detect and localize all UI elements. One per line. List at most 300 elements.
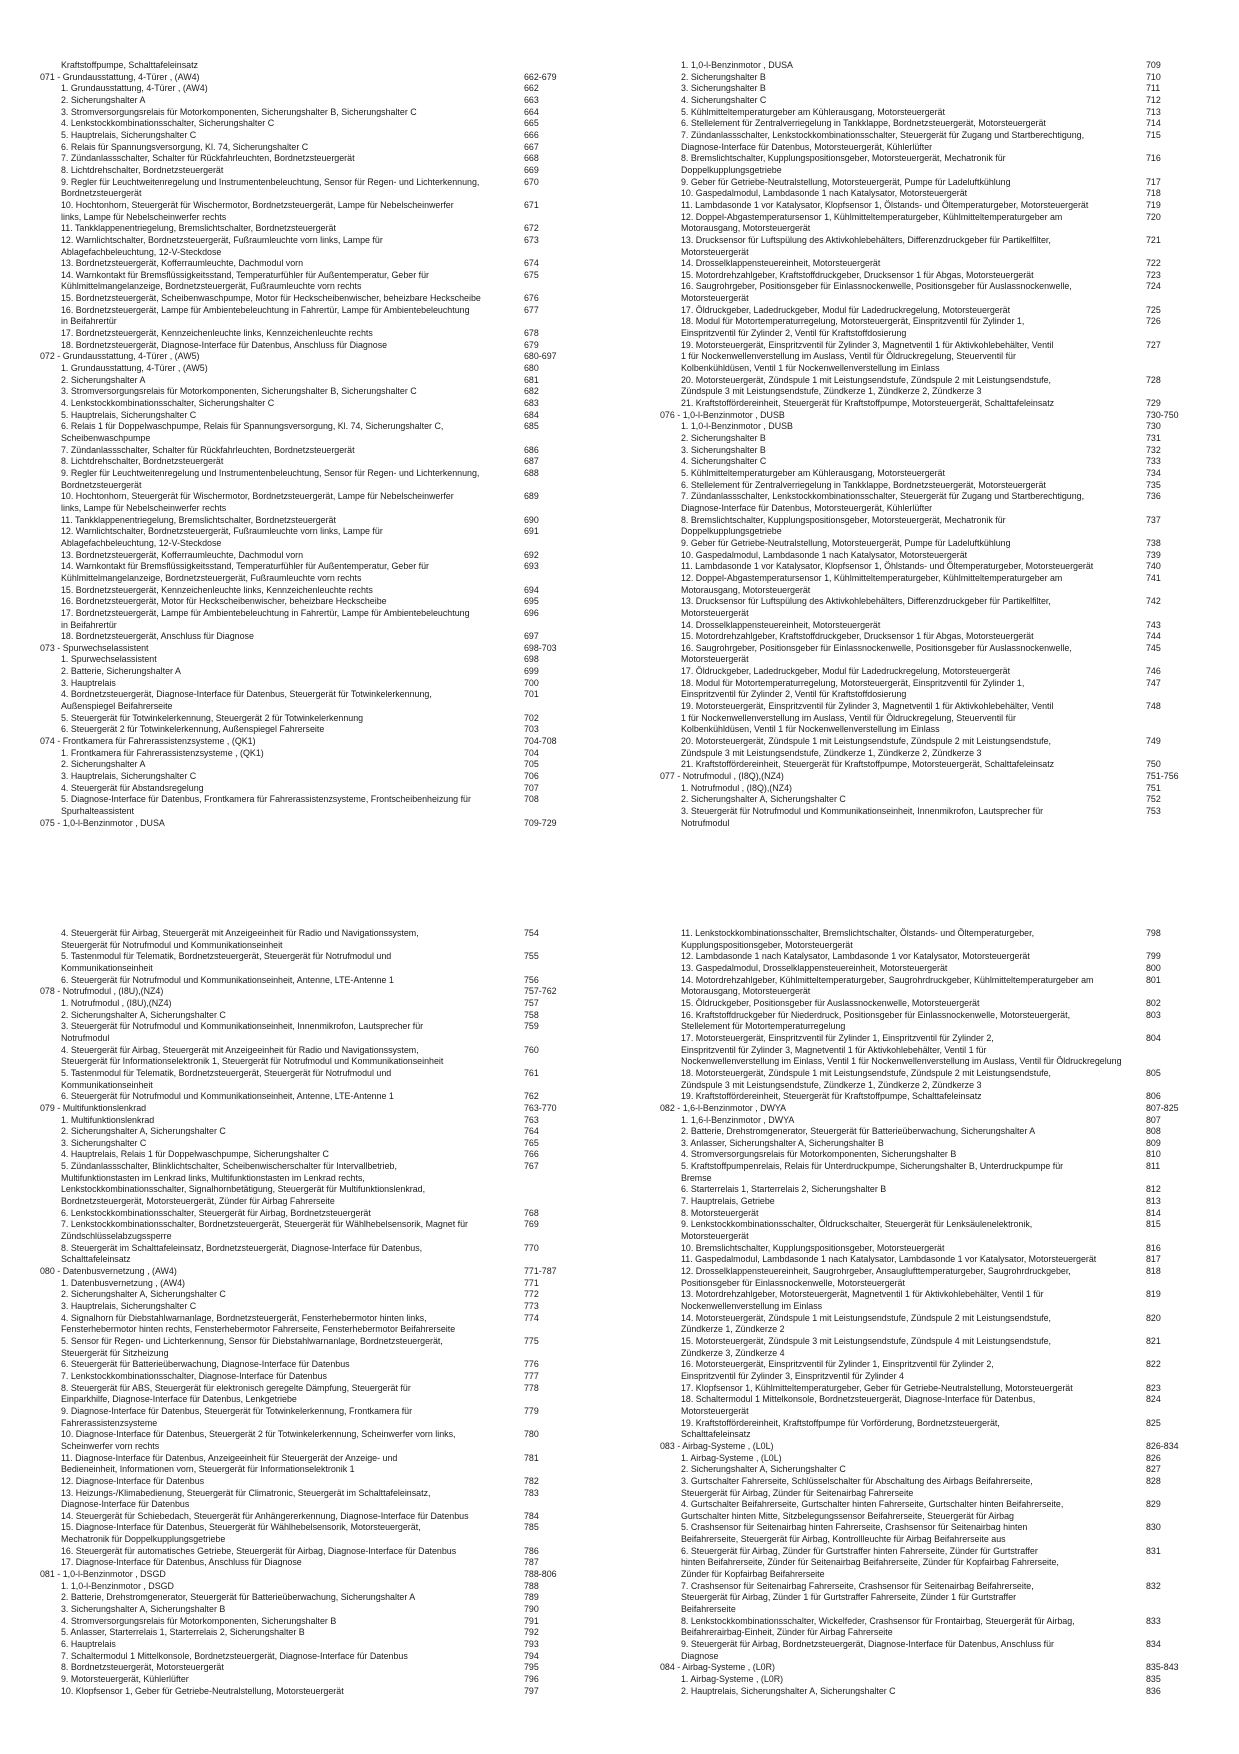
toc-page-number: 815 <box>1146 1219 1161 1230</box>
toc-entry-row <box>40 1557 580 1569</box>
toc-page-number: 835-843 <box>1146 1662 1179 1673</box>
toc-page-number: 816 <box>1146 1242 1161 1253</box>
toc-entry-text: Kolbenkühldüsen, Ventil 1 für Nockenwellenverstellung im Einlass <box>681 724 940 735</box>
toc-entry-text: 1. Notrufmodul , (I8U),(NZ4) <box>61 997 172 1008</box>
toc-entry-text: Motorsteuergerät <box>681 654 749 665</box>
toc-entry-row <box>40 620 580 632</box>
toc-page-number: 789 <box>524 1592 539 1603</box>
toc-entry-text: Steuergerät für Sitzheizung <box>61 1347 169 1358</box>
toc-page-number: 672 <box>524 223 539 234</box>
toc-entry-text: 7. Lenkstockkombinationsschalter, Diagnose-Interface für Datenbus <box>61 1370 327 1381</box>
toc-page-number: 781 <box>524 1452 539 1463</box>
toc-entry-row <box>660 701 1200 713</box>
toc-page-number: 767 <box>524 1161 539 1172</box>
toc-page-number: 775 <box>524 1335 539 1346</box>
toc-entry-row <box>660 1068 1200 1080</box>
toc-entry-text: 4. Sicherungshalter C <box>681 94 767 105</box>
toc-page-number: 833 <box>1146 1615 1161 1626</box>
toc-page-number: 662 <box>524 83 539 94</box>
toc-page-number: 751-756 <box>1146 771 1179 782</box>
toc-page-number: 663 <box>524 94 539 105</box>
toc-entry-row <box>40 1488 580 1500</box>
toc-page-number: 729 <box>1146 398 1161 409</box>
toc-entry-row <box>660 421 1200 433</box>
toc-page-number: 768 <box>524 1207 539 1218</box>
toc-entry-row <box>40 468 580 480</box>
toc-entry-text: Außenspiegel Beifahrerseite <box>61 701 173 712</box>
toc-entry-text: 17. Öldruckgeber, Ladedruckgeber, Modul für Ladedruckregelung, Motorsteuergerät <box>681 304 1011 315</box>
toc-entry-row <box>660 1243 1200 1255</box>
toc-entry-row <box>660 83 1200 95</box>
toc-entry-row <box>660 1138 1200 1150</box>
toc-section-row <box>40 986 580 998</box>
toc-entry-text: 17. Klopfsensor 1, Kühlmitteltemperaturgeber, Geber für Getriebe-Neutralstellung, Motorsteuergerät <box>681 1382 1073 1393</box>
toc-page-number: 700 <box>524 677 539 688</box>
toc-page-number: 666 <box>524 129 539 140</box>
toc-page-number: 733 <box>1146 456 1161 467</box>
toc-entry-text: 2. Sicherungshalter A <box>61 94 146 105</box>
toc-entry-row <box>40 1056 580 1068</box>
toc-page-number: 689 <box>524 491 539 502</box>
toc-page-number: 703 <box>524 724 539 735</box>
toc-entry-text: 11. Tankklappenentriegelung, Bremslichtschalter, Bordnetzsteuergerät <box>61 514 336 525</box>
toc-page-number: 686 <box>524 444 539 455</box>
toc-entry-row <box>40 491 580 503</box>
toc-page-number: 688 <box>524 467 539 478</box>
toc-page-number: 673 <box>524 234 539 245</box>
toc-entry-row <box>40 95 580 107</box>
toc-entry-row <box>660 1534 1200 1546</box>
toc-entry-text: 16. Bordnetzsteuergerät, Lampe für Ambientebeleuchtung in Fahrertür, Lampe für Ambientebeleuchtung <box>61 304 470 315</box>
toc-page-number: 806 <box>1146 1091 1161 1102</box>
toc-entry-row <box>660 678 1200 690</box>
toc-entry-text: Einparkhilfe, Diagnose-Interface für Datenbus, Lenkgetriebe <box>61 1394 297 1405</box>
toc-entry-text: 17. Öldruckgeber, Ladedruckgeber, Modul für Ladedruckregelung, Motorsteuergerät <box>681 666 1011 677</box>
toc-page-number: 778 <box>524 1382 539 1393</box>
toc-entry-row <box>40 421 580 433</box>
toc-entry-row <box>660 1278 1200 1290</box>
toc-section-row <box>660 410 1200 422</box>
toc-page-number: 717 <box>1146 176 1161 187</box>
toc-entry-text: Zündspule 3 mit Leistungsendstufe, Zündkerze 1, Zündkerze 2, Zündkerze 3 <box>681 1079 982 1090</box>
toc-page-number: 779 <box>524 1405 539 1416</box>
toc-entry-text: 1 für Nockenwellenverstellung im Auslass, Ventil für Öldruckregelung, Steuerventil für <box>681 351 1016 362</box>
toc-entry-text: 13. Motordrehzahlgeber, Motorsteuergerät, Magnetventil 1 für Aktivkohlebehälter, Ventil 1 für <box>681 1289 1044 1300</box>
toc-entry-text: 4. Steuergerät für Abstandsregelung <box>61 782 204 793</box>
toc-entry-text: in Beifahrertür <box>61 619 117 630</box>
toc-entry-text: 3. Sicherungshalter A, Sicherungshalter B <box>61 1604 226 1615</box>
toc-entry-row <box>40 1010 580 1022</box>
toc-page-number: 757 <box>524 997 539 1008</box>
toc-entry-text: 15. Motorsteuergerät, Zündspule 3 mit Leistungsendstufe, Zündspule 4 mit Leistungsendstufe, <box>681 1335 1052 1346</box>
toc-entry-text: Zündkerze 3, Zündkerze 4 <box>681 1347 785 1358</box>
toc-entry-text: 2. Batterie, Drehstromgenerator, Steuergerät für Batterieüberwachung, Sicherungshalter A <box>61 1592 416 1603</box>
toc-entry-row <box>40 573 580 585</box>
toc-page-number: 809 <box>1146 1137 1161 1148</box>
toc-page-number: 691 <box>524 526 539 537</box>
toc-entry-row <box>40 1359 580 1371</box>
toc-entry-text: 12. Diagnose-Interface für Datenbus <box>61 1475 205 1486</box>
toc-entry-row <box>660 235 1200 247</box>
toc-entry-row <box>660 1499 1200 1511</box>
toc-page-number: 698-703 <box>524 642 557 653</box>
toc-page-number: 830 <box>1146 1522 1161 1533</box>
toc-entry-text: 1. 1,6-l-Benzinmotor , DWYA <box>681 1114 795 1125</box>
toc-entry-row <box>660 631 1200 643</box>
toc-entry-row <box>660 1453 1200 1465</box>
toc-entry-row <box>660 515 1200 527</box>
toc-entry-text: 7. Hauptrelais, Getriebe <box>681 1196 775 1207</box>
toc-entry-row <box>40 1511 580 1523</box>
toc-entry-row <box>40 1616 580 1628</box>
toc-entry-text: 072 - Grundausstattung, 4-Türer , (AW5) <box>40 351 200 362</box>
toc-entry-row <box>40 107 580 119</box>
toc-entry-text: 3. Hauptrelais <box>61 677 116 688</box>
toc-entry-row <box>40 1173 580 1185</box>
toc-entry-text: Bedieneinheit, Informationen vorn, Steuergerät für Informationselektronik 1 <box>61 1464 355 1475</box>
toc-entry-text: 9. Regler für Leuchtweitenregelung und Instrumentenbeleuchtung, Sensor für Regen- und Lichterkennung, <box>61 467 480 478</box>
toc-page-number: 676 <box>524 293 539 304</box>
toc-entry-text: 3. Stromversorgungsrelais für Motorkomponenten, Sicherungshalter B, Sicherungshalter C <box>61 106 417 117</box>
toc-entry-text: 9. Regler für Leuchtweitenregelung und Instrumentenbeleuchtung, Sensor für Regen- und Lichterkennung, <box>61 176 480 187</box>
toc-entry-text: Bordnetzsteuergerät <box>61 479 142 490</box>
toc-entry-text: 074 - Frontkamera für Fahrerassistenzsysteme , (QK1) <box>40 736 256 747</box>
toc-entry-row <box>660 1359 1200 1371</box>
toc-page-number: 812 <box>1146 1184 1161 1195</box>
toc-page-number: 718 <box>1146 188 1161 199</box>
toc-entry-text: 8. Bremslichtschalter, Kupplungspositionsgeber, Motorsteuergerät, Mechatronik für <box>681 153 1006 164</box>
toc-entry-text: Lenkstockkombinationsschalter, Signalhornbetätigung, Steuergerät für Multifunktionslenkrad, <box>61 1184 426 1195</box>
toc-page-number: 670 <box>524 176 539 187</box>
toc-page-number: 708 <box>524 794 539 805</box>
toc-entry-text: 2. Sicherungshalter A <box>61 759 146 770</box>
toc-page-number: 827 <box>1146 1464 1161 1475</box>
toc-entry-text: 6. Steuergerät für Batterieüberwachung, Diagnose-Interface für Datenbus <box>61 1359 350 1370</box>
toc-entry-row <box>40 759 580 771</box>
toc-entry-text: Motorsteuergerät <box>681 1405 749 1416</box>
toc-entry-row <box>40 293 580 305</box>
toc-entry-text: 2. Hauptrelais, Sicherungshalter A, Sicherungshalter C <box>681 1685 896 1696</box>
toc-page-number: 756 <box>524 974 539 985</box>
toc-page-number: 788-806 <box>524 1569 557 1580</box>
toc-page-number: 710 <box>1146 71 1161 82</box>
toc-entry-text: 3. Sicherungshalter C <box>61 1137 147 1148</box>
toc-page-number: 772 <box>524 1289 539 1300</box>
toc-entry-row <box>40 200 580 212</box>
toc-entry-row <box>40 1429 580 1441</box>
toc-entry-row <box>660 1627 1200 1639</box>
toc-entry-text: 18. Modul für Motortemperaturregelung, Motorsteuergerät, Einspritzventil für Zylinder 1, <box>681 677 1025 688</box>
toc-entry-row <box>660 1266 1200 1278</box>
toc-page-number: 777 <box>524 1370 539 1381</box>
toc-entry-row <box>660 1010 1200 1022</box>
toc-entry-text: 4. Hauptrelais, Relais 1 für Doppelwaschpumpe, Sicherungshalter C <box>61 1149 329 1160</box>
toc-entry-row <box>660 1604 1200 1616</box>
toc-page-number: 790 <box>524 1604 539 1615</box>
toc-page-number: 770 <box>524 1242 539 1253</box>
toc-entry-text: 15. Diagnose-Interface für Datenbus, Steuergerät für Wählhebelsensorik, Motorsteuergerät, <box>61 1522 421 1533</box>
toc-entry-text: Zündspule 3 mit Leistungsendstufe, Zündkerze 1, Zündkerze 2, Zündkerze 3 <box>681 386 982 397</box>
toc-entry-row <box>660 1313 1200 1325</box>
toc-entry-text: 20. Motorsteuergerät, Zündspule 1 mit Leistungsendstufe, Zündspule 2 mit Leistungsendstufe, <box>681 374 1052 385</box>
toc-entry-row <box>660 142 1200 154</box>
toc-entry-row <box>660 759 1200 771</box>
toc-page-number: 742 <box>1146 596 1161 607</box>
toc-page-number: 766 <box>524 1149 539 1160</box>
toc-entry-row <box>40 1686 580 1698</box>
toc-entry-text: 1. Airbag-Systeme , (L0R) <box>681 1674 784 1684</box>
toc-entry-row <box>660 468 1200 480</box>
toc-entry-text: 13. Drucksensor für Luftspülung des Aktivkohlebehälters, Differenzdruckgeber für Partikelfilter, <box>681 234 1051 245</box>
toc-entry-text: Kühlmittelmangelanzeige, Bordnetzsteuergerät, Fußraumleuchte vorn rechts <box>61 572 362 583</box>
toc-panel-bottom-right <box>660 928 1200 1697</box>
toc-entry-text: 4. Steuergerät für Airbag, Steuergerät mit Anzeigeeinheit für Radio und Navigationssystem, <box>61 928 419 938</box>
toc-entry-row <box>660 713 1200 725</box>
toc-page-number: 728 <box>1146 374 1161 385</box>
toc-entry-row <box>40 1301 580 1313</box>
toc-page-number: 740 <box>1146 561 1161 572</box>
toc-entry-text: 079 - Multifunktionslenkrad <box>40 1102 147 1113</box>
toc-entry-text: 5. Kühlmitteltemperaturgeber am Kühlerausgang, Motorsteuergerät <box>681 467 945 478</box>
toc-entry-text: 1. Frontkamera für Fahrerassistenzsysteme , (QK1) <box>61 747 264 758</box>
toc-entry-row <box>40 608 580 620</box>
toc-entry-text: 13. Bordnetzsteuergerät, Kofferraumleuchte, Dachmodul vorn <box>61 258 304 269</box>
toc-page-number: 752 <box>1146 794 1161 805</box>
toc-page-number: 786 <box>524 1545 539 1556</box>
toc-entry-row <box>40 142 580 154</box>
toc-page-number: 826 <box>1146 1452 1161 1463</box>
toc-entry-row <box>660 188 1200 200</box>
toc-entry-row <box>40 188 580 200</box>
toc-entry-text: 081 - 1,0-l-Benzinmotor , DSGD <box>40 1569 166 1580</box>
toc-page-number: 820 <box>1146 1312 1161 1323</box>
toc-entry-row <box>40 165 580 177</box>
toc-entry-text: 9. Lenkstockkombinationsschalter, Öldruckschalter, Steuergerät für Lenksäulenelektronik, <box>681 1219 1033 1230</box>
toc-entry-row <box>660 1033 1200 1045</box>
toc-entry-text: 7. Lenkstockkombinationsschalter, Bordnetzsteuergerät, Steuergerät für Wählhebelsensorik, Magnet für <box>61 1219 468 1230</box>
toc-entry-text: 3. Steuergerät für Notrufmodul und Kommunikationseinheit, Innenmikrofon, Lautsprecher für <box>681 806 1044 816</box>
toc-entry-row <box>660 270 1200 282</box>
toc-page-number: 727 <box>1146 339 1161 350</box>
toc-entry-text: Einspritzventil für Zylinder 3, Einspritzventil für Zylinder 4 <box>681 1370 904 1381</box>
toc-entry-text: 13. Gaspedalmodul, Drosselklappensteuereinheit, Motorsteuergerät <box>681 962 948 973</box>
toc-entry-text: 6. Stellelement für Zentralverriegelung in Tankklappe, Bordnetzsteuergerät, Motorsteuergerät <box>681 479 1046 490</box>
toc-page-number: 706 <box>524 771 539 782</box>
toc-entry-row <box>40 1115 580 1127</box>
toc-entry-row <box>40 998 580 1010</box>
toc-entry-text: 6. Lenkstockkombinationsschalter, Steuergerät für Airbag, Bordnetzsteuergerät <box>61 1207 371 1218</box>
toc-page-number: 715 <box>1146 129 1161 140</box>
toc-entry-text: 19. Kraftstoffördereinheit, Kraftstoffpumpe für Vorförderung, Bordnetzsteuergerät, <box>681 1417 1000 1428</box>
toc-entry-text: 4. Bordnetzsteuergerät, Diagnose-Interface für Datenbus, Steuergerät für Totwinkelerkennung, <box>61 689 432 700</box>
toc-entry-row <box>660 223 1200 235</box>
toc-entry-row <box>660 1371 1200 1383</box>
toc-page-number: 764 <box>524 1126 539 1137</box>
toc-page-number: 762 <box>524 1091 539 1102</box>
toc-entry-row <box>660 1394 1200 1406</box>
toc-page-number: 721 <box>1146 234 1161 245</box>
toc-section-row <box>660 1662 1200 1674</box>
toc-entry-text: Kommunikationseinheit <box>61 962 153 973</box>
toc-entry-row <box>40 771 580 783</box>
toc-entry-row <box>40 1464 580 1476</box>
toc-entry-row <box>660 1324 1200 1336</box>
toc-page-number: 694 <box>524 584 539 595</box>
toc-entry-row <box>660 1080 1200 1092</box>
toc-entry-row <box>40 928 580 940</box>
toc-page-number: 800 <box>1146 962 1161 973</box>
toc-entry-row <box>40 212 580 224</box>
toc-entry-text: 10. Klopfsensor 1, Geber für Getriebe-Neutralstellung, Motorsteuergerät <box>61 1685 344 1696</box>
toc-entry-text: Kupplungspositionsgeber, Motorsteuergerät <box>681 939 853 950</box>
toc-entry-text: 2. Sicherungshalter B <box>681 71 766 82</box>
toc-page-number: 787 <box>524 1557 539 1568</box>
toc-page-number: 817 <box>1146 1254 1161 1265</box>
toc-entry-text: 3. Gurtschalter Fahrerseite, Schlüsselschalter für Abschaltung des Airbags Beifahrerseite, <box>681 1475 1033 1486</box>
toc-entry-row <box>40 281 580 293</box>
toc-page-number: 763 <box>524 1114 539 1125</box>
toc-page-number: 755 <box>524 951 539 962</box>
toc-page-number: 831 <box>1146 1545 1161 1556</box>
toc-entry-row <box>40 1348 580 1360</box>
toc-entry-row <box>660 1581 1200 1593</box>
toc-entry-text: 1. Spurwechselassistent <box>61 654 157 665</box>
toc-entry-row <box>40 940 580 952</box>
toc-section-row <box>40 72 580 84</box>
toc-entry-row <box>660 794 1200 806</box>
toc-page-number: 716 <box>1146 153 1161 164</box>
toc-page-number: 667 <box>524 141 539 152</box>
toc-entry-text: 5. Anlasser, Starterrelais 1, Starterrelais 2, Sicherungshalter B <box>61 1627 305 1638</box>
toc-section-row <box>40 1266 580 1278</box>
toc-entry-text: 8. Bordnetzsteuergerät, Motorsteuergerät <box>61 1662 224 1673</box>
toc-page-number: 826-834 <box>1146 1440 1179 1451</box>
toc-entry-row <box>660 975 1200 987</box>
toc-entry-row <box>660 1674 1200 1686</box>
toc-entry-text: 7. Crashsensor für Seitenairbag Fahrerseite, Crashsensor für Seitenairbag Beifahrerseite, <box>681 1580 1034 1591</box>
toc-page-number: 782 <box>524 1475 539 1486</box>
toc-page-number: 730 <box>1146 421 1161 432</box>
toc-entry-row <box>660 1208 1200 1220</box>
toc-entry-text: 1. Multifunktionslenkrad <box>61 1114 155 1125</box>
toc-entry-text: 13. Bordnetzsteuergerät, Kofferraumleuchte, Dachmodul vorn <box>61 549 304 560</box>
toc-entry-row <box>660 165 1200 177</box>
toc-page-number: 793 <box>524 1639 539 1650</box>
toc-entry-row <box>660 200 1200 212</box>
toc-entry-row <box>660 818 1200 830</box>
toc-page-number: 747 <box>1146 677 1161 688</box>
toc-entry-row <box>40 258 580 270</box>
toc-entry-text: 2. Sicherungshalter A, Sicherungshalter C <box>61 1009 226 1020</box>
toc-entry-text: 6. Steuergerät für Airbag, Zünder für Gurtstraffer hinten Fahrerseite, Zünder für Gurtstraffer <box>681 1545 1038 1556</box>
toc-entry-text: 14. Motorsteuergerät, Zündspule 1 mit Leistungsendstufe, Zündspule 2 mit Leistungsendstufe, <box>681 1312 1052 1323</box>
toc-entry-text: Nockenwellenverstellung im Einlass, Ventil 1 für Nockenwellenverstellung im Auslass, Ventil für Öldruckregelung <box>681 1056 1122 1067</box>
toc-entry-row <box>40 456 580 468</box>
toc-entry-text: 17. Diagnose-Interface für Datenbus, Anschluss für Diagnose <box>61 1557 302 1568</box>
toc-entry-text: 2. Sicherungshalter A <box>61 374 146 385</box>
toc-entry-row <box>40 1161 580 1173</box>
toc-entry-row <box>660 456 1200 468</box>
toc-entry-row <box>40 386 580 398</box>
toc-entry-text: 15. Bordnetzsteuergerät, Kennzeichenleuchte links, Kennzeichenleuchte rechts <box>61 584 373 595</box>
toc-entry-row <box>660 643 1200 655</box>
toc-entry-text: Gurtschalter hinten Mitte, Sitzbelegungssensor Beifahrerseite, Steuergerät für Airbag <box>681 1510 1014 1521</box>
toc-page-number: 773 <box>524 1301 539 1311</box>
toc-entry-row <box>660 1476 1200 1488</box>
toc-entry-row <box>660 951 1200 963</box>
toc-page-number: 780 <box>524 1429 539 1440</box>
toc-entry-text: in Beifahrertür <box>61 316 117 327</box>
toc-entry-text: 11. Lambdasonde 1 vor Katalysator, Klopfsensor 1, Öhlstands- und Öltemperaturgeber, Motorsteuergerät <box>681 561 1094 572</box>
toc-entry-row <box>40 1091 580 1103</box>
toc-entry-row <box>660 1464 1200 1476</box>
toc-entry-text: 6. Hauptrelais <box>61 1639 116 1650</box>
toc-entry-text: Beifahrerseite, Steuergerät für Airbag, Kontrollleuchte für Airbag Beifahrerseite aus <box>681 1534 1006 1545</box>
toc-entry-row <box>660 386 1200 398</box>
toc-entry-row <box>40 445 580 457</box>
toc-entry-row <box>660 95 1200 107</box>
toc-entry-row <box>660 316 1200 328</box>
toc-page-number: 680-697 <box>524 351 557 362</box>
toc-section-row <box>40 818 580 830</box>
toc-entry-row <box>660 596 1200 608</box>
toc-entry-row <box>660 608 1200 620</box>
toc-entry-row <box>660 1429 1200 1441</box>
toc-entry-row <box>40 1651 580 1663</box>
toc-entry-text: 5. Diagnose-Interface für Datenbus, Frontkamera für Fahrerassistenzsysteme, Frontscheibenheizung für <box>61 794 471 805</box>
toc-section-row <box>40 643 580 655</box>
toc-entry-text: 5. Hauptrelais, Sicherungshalter C <box>61 409 197 420</box>
toc-entry-row <box>40 678 580 690</box>
toc-page-number: 674 <box>524 258 539 269</box>
toc-entry-text: 14. Warnkontakt für Bremsflüssigkeitsstand, Temperaturfühler für Außentemperatur, Geber für <box>61 561 429 572</box>
toc-page-number: 799 <box>1146 951 1161 962</box>
toc-section-row <box>40 1569 580 1581</box>
toc-entry-row <box>40 1149 580 1161</box>
toc-page-number: 731 <box>1146 433 1161 443</box>
toc-entry-text: Diagnose-Interface für Datenbus, Motorsteuergerät, Kühlerlüfter <box>681 141 933 152</box>
toc-page-number: 807 <box>1146 1114 1161 1125</box>
toc-entry-row <box>40 1313 580 1325</box>
toc-page-number: 712 <box>1146 94 1161 105</box>
toc-entry-text: 083 - Airbag-Systeme , (L0L) <box>660 1440 774 1451</box>
toc-entry-text: Motorausgang, Motorsteuergerät <box>681 986 811 997</box>
toc-entry-text: 1 für Nockenwellenverstellung im Auslass, Ventil für Öldruckregelung, Steuerventil für <box>681 712 1016 723</box>
toc-entry-row <box>40 247 580 259</box>
toc-page-number: 785 <box>524 1522 539 1533</box>
toc-entry-row <box>40 1080 580 1092</box>
toc-entry-text: 4. Stromversorgungsrelais für Motorkomponenten, Sicherungshalter B <box>61 1615 337 1626</box>
toc-entry-text: Fensterhebermotor hinten rechts, Fensterhebermotor Fahrerseite, Fensterhebermotor Beifahrerseite <box>61 1324 456 1335</box>
toc-entry-row <box>40 1254 580 1266</box>
toc-entry-text: 18. Bordnetzsteuergerät, Diagnose-Interface für Datenbus, Anschluss für Diagnose <box>61 339 388 350</box>
toc-entry-row <box>660 491 1200 503</box>
toc-page-number: 665 <box>524 118 539 129</box>
toc-page-number: 757-762 <box>524 986 557 997</box>
toc-entry-row <box>660 1056 1200 1068</box>
toc-page-number: 744 <box>1146 631 1161 642</box>
toc-page-number: 697 <box>524 631 539 642</box>
toc-entry-row <box>40 561 580 573</box>
toc-entry-text: 14. Steuergerät für Schiebedach, Steuergerät für Anhängererkennung, Diagnose-Interface für Datenbus <box>61 1510 469 1521</box>
toc-entry-text: 3. Stromversorgungsrelais für Motorkomponenten, Sicherungshalter B, Sicherungshalter C <box>61 386 417 397</box>
toc-page-number: 807-825 <box>1146 1102 1179 1113</box>
toc-entry-text: Zündkerze 1, Zündkerze 2 <box>681 1324 785 1335</box>
toc-entry-text: 4. Signalhorn für Diebstahlwarnanlage, Bordnetzsteuergerät, Fensterhebermotor hinten links, <box>61 1312 427 1323</box>
toc-entry-row <box>40 550 580 562</box>
toc-entry-row <box>660 1651 1200 1663</box>
toc-entry-text: 18. Bordnetzsteuergerät, Anschluss für Diagnose <box>61 631 254 642</box>
